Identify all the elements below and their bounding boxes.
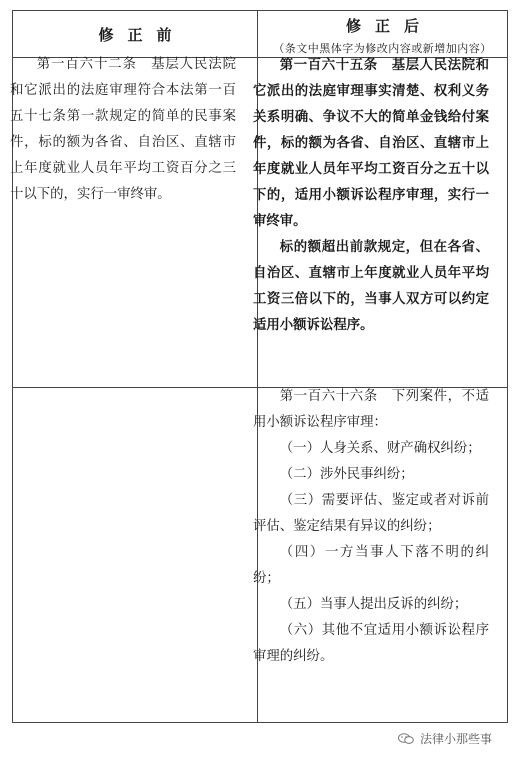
article-166-item-5: （五）当事人提出反诉的纠纷；	[279, 597, 468, 612]
article-166-intro: 第一百六十六条 下列案件，不适用小额诉讼程序审理：	[253, 389, 489, 430]
wechat-icon	[398, 733, 414, 744]
watermark	[398, 730, 492, 747]
header-before: 修正前	[98, 25, 186, 44]
article-165-para2: 标的额超出前款规定，但在各省、自治区、直辖市上年度就业人员年平均工资三倍以下的，当事人双方可以约定适用小额诉讼程序。	[253, 239, 489, 333]
header-after-title: 修正后	[345, 17, 433, 35]
row1-after-text	[253, 52, 489, 338]
article-162-text: 第一百六十二条 基层人民法院和它派出的法庭审理符合本法第一百五十七条第一款规定的简单的民事案件，标的额为各省、自治区、直辖市上年度就业人员年平均工资百分之三十以下的，实行一审终审。	[10, 57, 236, 202]
row2-after-text	[253, 384, 489, 670]
article-166-item-3: （三）需要评估、鉴定或者对诉前评估、鉴定结果有异议的纠纷；	[253, 493, 489, 534]
header-after	[258, 11, 507, 57]
article-166-item-6: （六）其他不宜适用小额诉讼程序审理的纠纷。	[253, 623, 489, 664]
row1-before-text	[10, 52, 236, 208]
watermark-text: 法律小那些事	[420, 732, 493, 746]
article-166-item-1: （一）人身关系、财产确权纠纷；	[279, 441, 481, 456]
article-166-item-4: （四）一方当事人下落不明的纠纷；	[253, 545, 489, 586]
article-165-para1: 第一百六十五条 基层人民法院和它派出的法庭审理事实清楚、权利义务关系明确、争议不大的简单金钱给付案件，标的额为各省、自治区、直辖市上年度就业人员年平均工资百分之五十以下的，适用小额诉讼程序审理，实行一审终审。	[253, 57, 489, 229]
header-after-subtitle: （条文中黑体字为修改内容或新增加内容）	[273, 42, 492, 55]
article-166-item-2: （二）涉外民事纠纷；	[279, 467, 414, 482]
